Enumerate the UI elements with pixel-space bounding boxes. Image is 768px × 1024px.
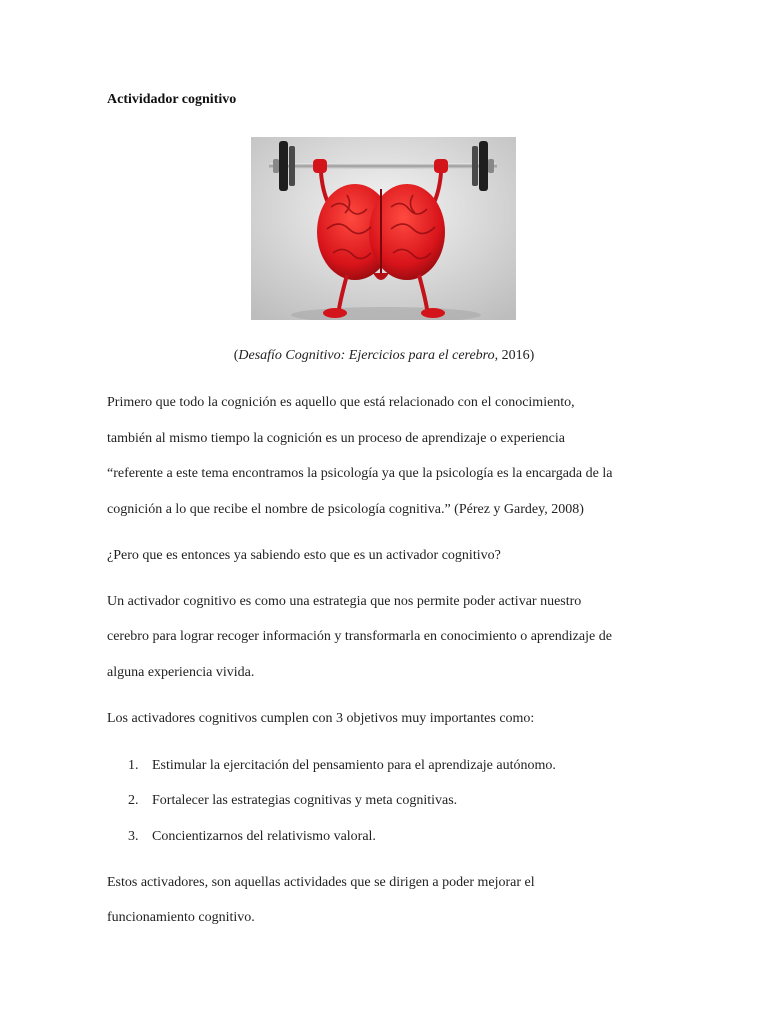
brain-weightlifting-image [251, 137, 516, 320]
list-item-text: Concientizarnos del relativismo valoral. [152, 829, 376, 844]
list-item-text: Estimular la ejercitación del pensamiento para el aprendizaje autónomo. [152, 758, 556, 773]
list-item-text: Fortalecer las estrategias cognitivas y meta cognitivas. [152, 793, 458, 808]
figure-caption [0, 348, 768, 364]
paragraph-2-line-2: cerebro para lograr recoger información y transformarla en conocimiento o aprendizaje de [107, 629, 612, 644]
list-item-number: 1. [128, 758, 139, 773]
paragraph-2-line-3: alguna experiencia vivida. [107, 665, 255, 680]
list-item-number: 3. [128, 829, 139, 844]
paragraph-1-line-4: cognición a lo que recibe el nombre de psicología cognitiva.” (Pérez y Gardey, 2008) [107, 502, 584, 517]
caption-year: , 2016) [494, 348, 535, 363]
caption-open: ( [233, 348, 239, 363]
paragraph-1-line-1: Primero que todo la cognición es aquello que está relacionado con el conocimiento, [107, 395, 575, 410]
paragraph-1-line-3: “referente a este tema encontramos la psicología ya que la psicología es la encargada de la [107, 466, 613, 481]
paragraph-2-line-1: Un activador cognitivo es como una estrategia que nos permite poder activar nuestro [107, 594, 582, 609]
paragraph-1-line-2: también al mismo tiempo la cognición es un proceso de aprendizaje o experiencia [107, 431, 565, 446]
paragraph-3-line-2: funcionamiento cognitivo. [107, 910, 255, 925]
list-intro: Los activadores cognitivos cumplen con 3 objetivos muy importantes como: [107, 711, 535, 726]
paragraph-3-line-1: Estos activadores, son aquellas actividades que se dirigen a poder mejorar el [107, 875, 535, 890]
caption-source-title: Desafío Cognitivo: Ejercicios para el cerebro [238, 348, 495, 363]
document-heading: Actividador cognitivo [107, 92, 237, 107]
list-item-number: 2. [128, 793, 139, 808]
question-line: ¿Pero que es entonces ya sabiendo esto que es un activador cognitivo? [107, 548, 501, 563]
